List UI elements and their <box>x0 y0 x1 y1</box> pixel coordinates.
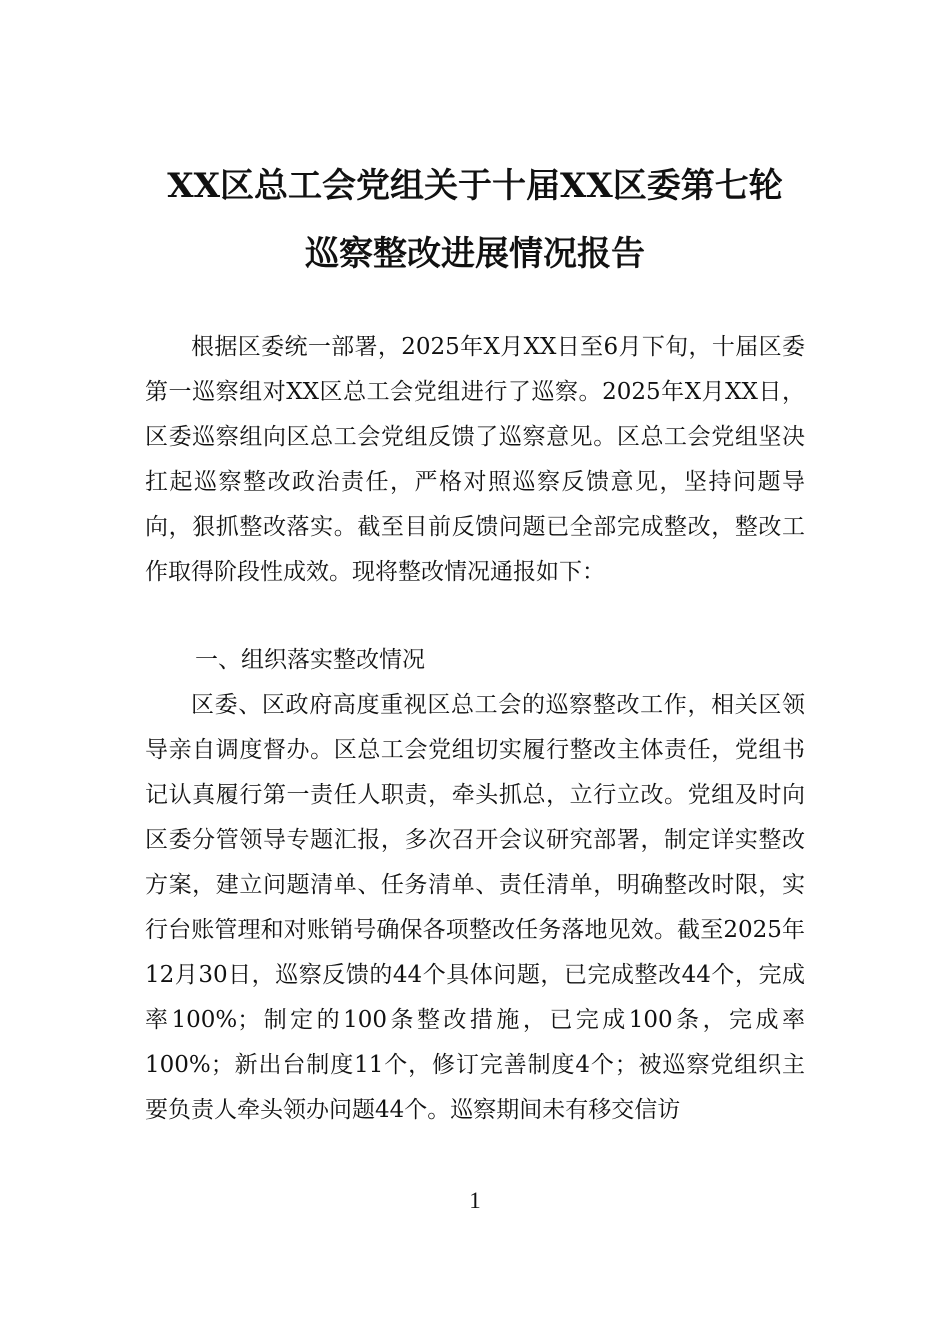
body-paragraph-1 <box>145 325 805 595</box>
body-paragraph-2 <box>145 683 805 1133</box>
document-title-line-2: 巡察整改进展情况报告 <box>305 234 645 274</box>
section-heading-1: 一、组织落实整改情况 <box>195 647 425 673</box>
document-title-line-1: XX区总工会党组关于十届XX区委第七轮 <box>167 166 783 206</box>
page-number: 1 <box>469 1188 481 1213</box>
paragraph-text: 根据区委统一部署，2025年X月XX日至6月下旬，十届区委第一巡察组对XX区总工会党组进行了巡察。2025年X月XX日，区委巡察组向区总工会党组反馈了巡察意见。区总工会党组坚决扛起巡察整改政治责任，严格对照巡察反馈意见，坚持问题导向，狠抓整改落实。截至目前反馈问题已全部完成整改，整改工作取得阶段性成效。现将整改情况通报如下： <box>145 334 805 585</box>
paragraph-text: 区委、区政府高度重视区总工会的巡察整改工作，相关区领导亲自调度督办。区总工会党组切实履行整改主体责任，党组书记认真履行第一责任人职责，牵头抓总，立行立改。党组及时向区委分管领导专题汇报，多次召开会议研究部署，制定详实整改方案，建立问题清单、任务清单、责任清单，明确整改时限，实行台账管理和对账销号确保各项整改任务落地见效。截至2025年12月30日，巡察反馈的44个具体问题，已完成整改44个，完成率100%；制定的100条整改措施，已完成100条，完成率100%；新出台制度11个，修订完善制度4个；被巡察党组织主要负责人牵头领办问题44个。巡察期间未有移交信访 <box>145 692 805 1123</box>
